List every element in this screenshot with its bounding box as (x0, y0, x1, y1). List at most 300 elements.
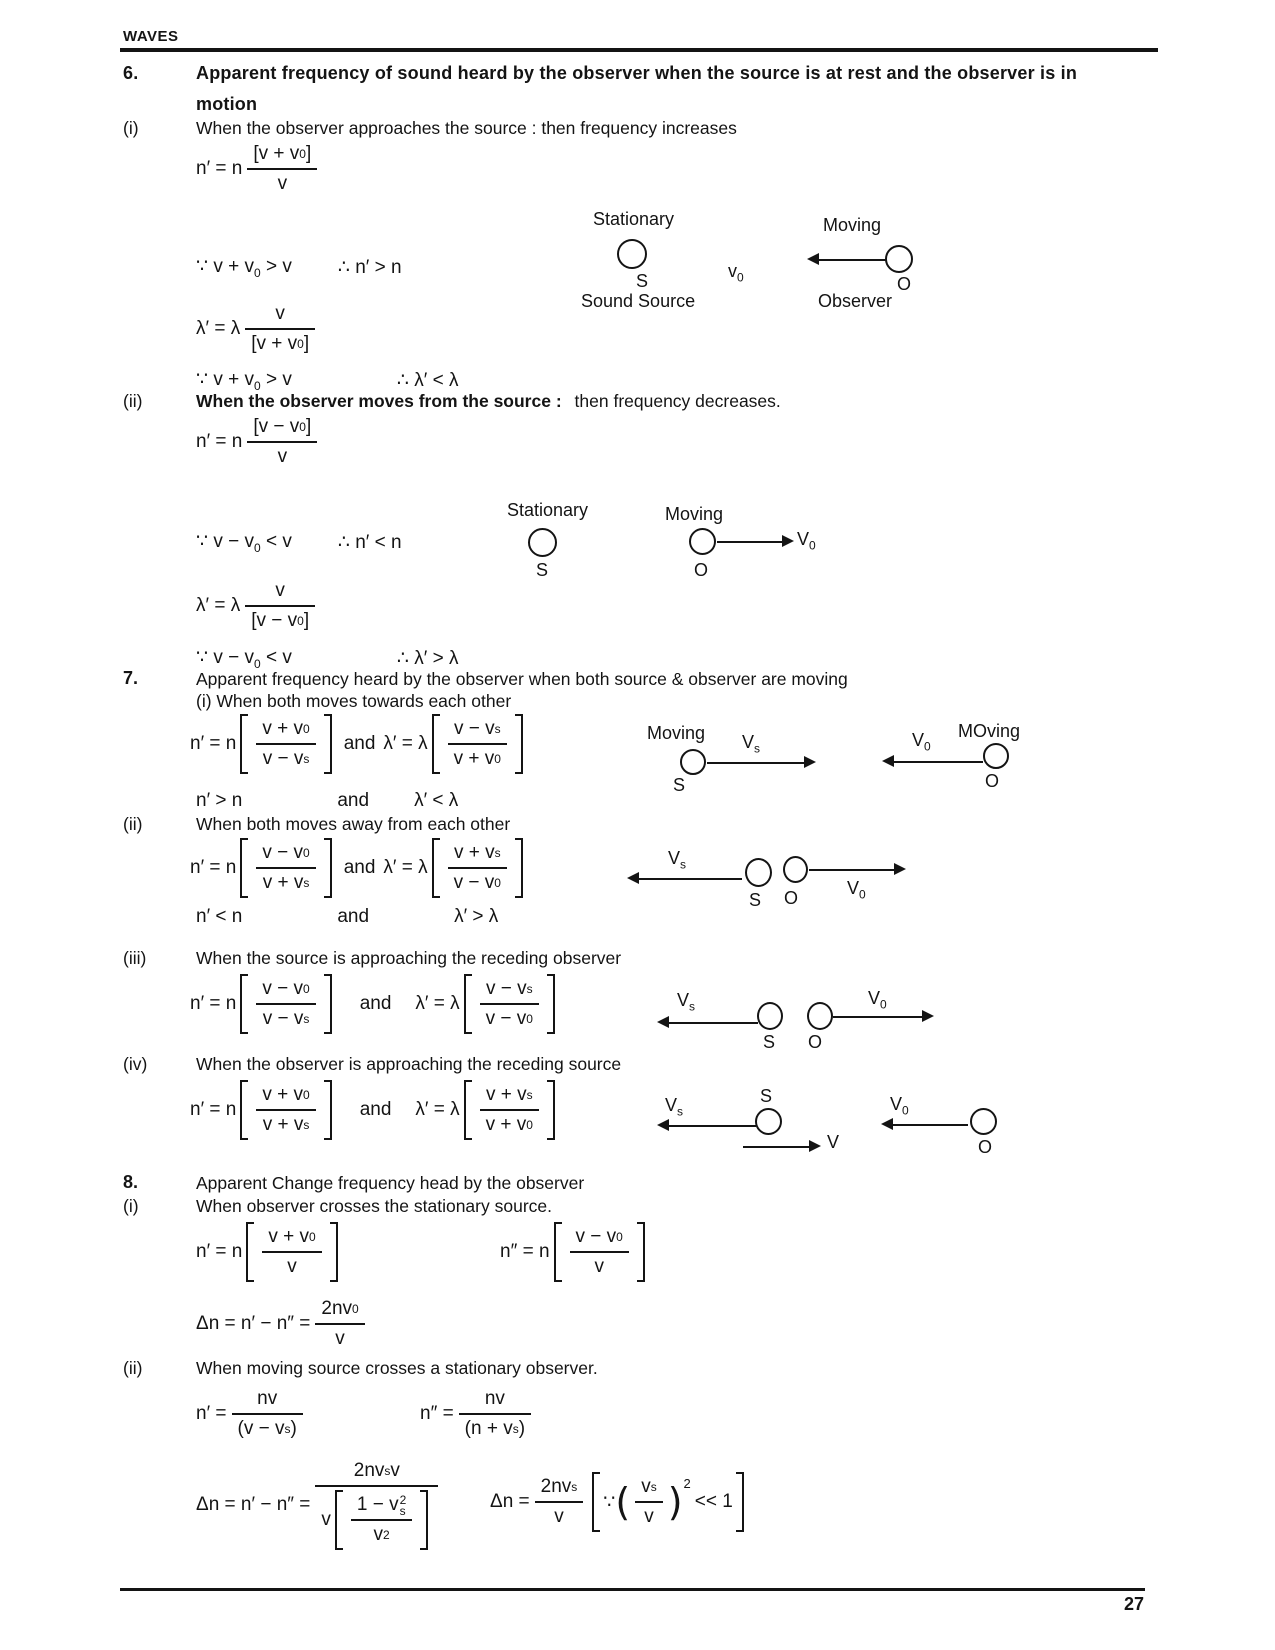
observer-speed-label (797, 529, 816, 553)
f12-den-close: ) (290, 1418, 297, 1439)
f10-num-text: v − v (575, 1226, 617, 1247)
c4-a-sub: 0 (254, 656, 261, 671)
f2-lhs: λ′ = λ (196, 318, 241, 339)
section6-title: Apparent frequency of sound heard by the observer when the source is at rest and the observer is in motion (196, 63, 1078, 114)
f3-num-text: [v − v (253, 416, 300, 437)
f14-in-den-text: v (373, 1524, 383, 1545)
f8-bracket-1 (240, 1080, 331, 1140)
formula-7iii (190, 974, 559, 1034)
moving-label: Moving (647, 723, 706, 743)
section6-number: 6. (123, 63, 139, 83)
f8-f2n: v + v (485, 1084, 527, 1105)
f8-bracket-2 (464, 1080, 555, 1140)
vs-main: V (742, 732, 755, 752)
f15-pd: v (644, 1506, 654, 1527)
source-circle (745, 858, 772, 887)
r6-c: λ′ > λ (454, 906, 499, 927)
f1-lhs: n′ = n (196, 158, 243, 179)
f6-fraction-2 (448, 842, 507, 894)
f5-bracket-2 (432, 714, 523, 774)
f7-f2d: v − v (485, 1008, 527, 1029)
f13-pre: n″ = (420, 1403, 454, 1424)
f10-fraction (570, 1226, 629, 1278)
f6-bracket-2 (432, 838, 523, 898)
section8-number: 8. (123, 1172, 139, 1192)
item-8ii-text: When moving source crosses a stationary observer. (196, 1358, 598, 1378)
source-velocity-arrow (658, 1119, 756, 1132)
c3-a-sub: 0 (254, 540, 261, 555)
source-circle (528, 528, 557, 557)
f14-inner-fraction (351, 1494, 412, 1546)
f8-f2ds: 0 (526, 1118, 533, 1132)
vs-sub: s (677, 1104, 684, 1119)
v0-main: V (890, 1094, 903, 1114)
f8-f2ns: s (526, 1088, 533, 1102)
observer-velocity-arrow (808, 253, 888, 266)
f15-den: v (554, 1506, 564, 1527)
f15-num (535, 1476, 584, 1501)
sound-velocity-arrow (743, 1140, 820, 1153)
f5-f1-num (256, 718, 315, 743)
observer-circle (983, 743, 1009, 769)
formula-8i-ndoubleprime (500, 1222, 649, 1282)
f14-den (315, 1487, 438, 1550)
f14-den-v: v (321, 1509, 331, 1530)
v0-main: V (797, 529, 810, 549)
r5-c: λ′ < λ (414, 790, 459, 811)
item-7i-text: (i) When both moves towards each other (196, 691, 512, 711)
f15-num-sub: s (571, 1480, 578, 1494)
condition-c3 (196, 530, 402, 555)
f7-f2ds: 0 (526, 1012, 533, 1026)
formula-f3 (196, 416, 322, 468)
vs-main: V (677, 990, 690, 1010)
vs-sub: s (754, 741, 761, 756)
f6-lambda: λ′ = λ (383, 857, 428, 878)
source-letter: S (673, 775, 686, 795)
v0-main: v (728, 261, 737, 281)
source-speed-label (668, 848, 686, 872)
observer-letter: O (784, 888, 799, 908)
formula-7i (190, 714, 527, 774)
f7-f1-num (256, 978, 315, 1003)
f5-fraction-1 (256, 718, 315, 770)
condition-c4 (196, 646, 458, 671)
formula-7iv (190, 1080, 559, 1140)
f2-den-sub: 0 (297, 337, 304, 351)
f1-num-text: [v + v (253, 143, 300, 164)
source-letter: S (760, 1086, 773, 1106)
observer-circle (885, 245, 913, 273)
f13-fraction (459, 1388, 531, 1440)
formula-delta-n-observer (196, 1298, 370, 1350)
formula-8ii-nprime (196, 1388, 308, 1440)
v0-main: V (912, 730, 925, 750)
r5-a: n′ > n (196, 790, 243, 811)
c1-because (196, 255, 292, 280)
f14-inner-num (351, 1494, 412, 1519)
f11-num (315, 1298, 364, 1323)
source-speed-label (677, 990, 695, 1014)
c2-a-sub: 0 (254, 378, 261, 393)
section7-number: 7. (123, 668, 139, 688)
f8-pre: n′ = n (190, 1099, 237, 1120)
moving-label: Moving (665, 504, 724, 524)
observer-circle (783, 856, 808, 883)
c3-because (196, 530, 292, 555)
f15-because: ∵ (603, 1491, 616, 1513)
f2-den-text: [v + v (251, 333, 298, 354)
item-6ii-label: (ii) (123, 391, 143, 411)
observer-speed-label (728, 261, 744, 285)
observer-velocity-arrow (809, 863, 905, 876)
formula-delta-n-source (196, 1460, 443, 1550)
observer-circle (970, 1108, 997, 1135)
f12-num: nv (257, 1388, 278, 1409)
formula-delta-n-approx (490, 1472, 748, 1532)
c3-a-tail: < v (260, 531, 292, 552)
f15-squared: 2 (683, 1476, 691, 1491)
c4-therefore: ∴ λ′ > λ (396, 647, 459, 669)
f12-den (232, 1415, 303, 1440)
f2-den-close: ] (303, 333, 310, 354)
f10-den: v (594, 1256, 604, 1277)
f6-and: and (343, 857, 376, 878)
v0-sub: 0 (737, 270, 744, 285)
c4-because (196, 646, 292, 671)
f9-pre: n′ = n (196, 1241, 243, 1262)
diagram-both-approaching (640, 718, 1030, 798)
f7-f2n: v − v (485, 978, 527, 999)
item-7iii-label: (iii) (123, 948, 147, 968)
c3-a: ∵ v − v (196, 531, 255, 552)
f5-bracket-1 (240, 714, 331, 774)
section7-title: Apparent frequency heard by the observer when both source & observer are moving (196, 669, 848, 689)
f7-f1n: v − v (262, 978, 304, 999)
source-speed-label (665, 1095, 683, 1119)
f6-f1-den (257, 869, 316, 894)
f4-numerator: v (275, 580, 285, 601)
r6-and: and (337, 906, 370, 927)
f10-bracket (554, 1222, 645, 1282)
section8-title: Apparent Change frequency head by the observer (196, 1173, 585, 1193)
observer-speed-label (868, 988, 887, 1012)
f13-num: nv (484, 1388, 505, 1409)
f11-pre: Δn = n′ − n″ = (196, 1313, 311, 1334)
f12-pre: n′ = (196, 1403, 227, 1424)
f6-f1ns: 0 (303, 846, 310, 860)
diagram-stationary-source-moving-observer (545, 203, 945, 315)
f15-pre: Δn = (490, 1491, 530, 1512)
observer-velocity-arrow (882, 1118, 968, 1131)
f2-denominator (245, 330, 315, 355)
c1-therefore: ∴ n′ > n (337, 256, 402, 278)
formula-f4 (196, 580, 320, 632)
f15-tail: << 1 (694, 1491, 733, 1512)
f6-f1d: v + v (262, 872, 304, 893)
f15-num-text: 2nv (540, 1476, 572, 1497)
f4-den-close: ] (303, 610, 310, 631)
f13-den (459, 1415, 531, 1440)
c2-because (196, 368, 292, 393)
f3-num-sub: 0 (299, 420, 306, 434)
item-8i-label: (i) (123, 1196, 139, 1216)
f3-fraction (247, 416, 317, 468)
f6-f2d: v − v (453, 872, 495, 893)
paren-left: ( (615, 1480, 631, 1524)
f1-num-close: ] (305, 143, 312, 164)
observer-velocity-arrow (833, 1010, 933, 1023)
f14-inner-bracket (335, 1490, 428, 1550)
source-circle (757, 1002, 783, 1030)
source-velocity-arrow (707, 756, 815, 769)
f14-fraction (315, 1460, 438, 1550)
f7-f1-den (257, 1005, 316, 1030)
c4-a: ∵ v − v (196, 647, 255, 668)
page-header: WAVES (123, 28, 179, 45)
f1-denominator: v (277, 173, 288, 194)
c2-therefore: ∴ λ′ < λ (396, 369, 459, 391)
f14-num-tail: v (390, 1460, 400, 1481)
f3-lhs: n′ = n (196, 431, 243, 452)
item-6ii-rest: then frequency decreases. (574, 391, 781, 411)
f9-bracket (246, 1222, 337, 1282)
f15-fraction (535, 1476, 584, 1528)
formula-f2 (196, 303, 320, 355)
f1-numerator (247, 143, 317, 168)
f8-fraction-2 (480, 1084, 539, 1136)
f7-f2-den (480, 1005, 539, 1030)
source-circle (617, 239, 647, 269)
f13-den-close: ) (518, 1418, 526, 1439)
f6-f2ns: s (494, 846, 501, 860)
c1-a: ∵ v + v (196, 256, 255, 277)
item-7ii-label: (ii) (123, 814, 143, 834)
diagram-observer-approaching-receding-source (640, 1085, 1025, 1165)
f14-in-den-sup: 2 (382, 1528, 390, 1542)
stationary-label: Stationary (593, 209, 675, 229)
f2-fraction (245, 303, 315, 355)
f6-f2-num (448, 842, 507, 867)
f5-f1d: v − v (262, 748, 304, 769)
r6-a: n′ < n (196, 906, 243, 927)
formula-f1 (196, 143, 322, 195)
vs-main: V (665, 1095, 678, 1115)
f5-f1n: v + v (262, 718, 304, 739)
f14-pre: Δn = n′ − n″ = (196, 1494, 311, 1515)
f7-bracket-2 (464, 974, 555, 1034)
f9-den: v (287, 1256, 297, 1277)
f6-f1n: v − v (262, 842, 304, 863)
f10-pre: n″ = n (500, 1241, 550, 1262)
f11-num-sub: 0 (352, 1302, 359, 1316)
f7-fraction-2 (480, 978, 539, 1030)
f14-num-sub: s (384, 1464, 391, 1478)
item-7iv-text: When the observer is approaching the receding source (196, 1054, 622, 1074)
c2-a-tail: > v (260, 369, 292, 390)
f6-f2n: v + v (453, 842, 495, 863)
f5-f2-den (448, 745, 507, 770)
f8-f2d: v + v (485, 1114, 527, 1135)
observer-letter: O (978, 1137, 993, 1157)
f15-pn-text: v (641, 1476, 651, 1497)
source-letter: S (536, 560, 549, 580)
f14-in-num-text: 1 − v (356, 1494, 399, 1515)
v0-main: V (868, 988, 881, 1008)
result-7i (196, 790, 458, 812)
item-7ii-text: When both moves away from each other (196, 814, 511, 834)
observer-label: Observer (818, 291, 893, 311)
v0-sub: 0 (924, 739, 931, 754)
formula-7ii (190, 838, 527, 898)
observer-circle (689, 528, 716, 555)
f5-f1ds: s (303, 752, 310, 766)
f4-den-text: [v − v (251, 610, 298, 631)
formula-8ii-ndoubleprime (420, 1388, 536, 1440)
f5-f2n: v − v (453, 718, 495, 739)
item-6i-label: (i) (123, 118, 139, 138)
f5-pre: n′ = n (190, 733, 237, 754)
sound-source-label: Sound Source (581, 291, 696, 311)
f5-f1ns: 0 (303, 722, 310, 736)
f6-bracket-1 (240, 838, 331, 898)
observer-speed-label (912, 730, 931, 754)
f7-f1ns: 0 (303, 982, 310, 996)
f3-num-close: ] (305, 416, 312, 437)
v0-sub: 0 (809, 538, 816, 553)
f9-num (262, 1226, 321, 1251)
observer-velocity-arrow (883, 755, 983, 768)
f8-f1ns: 0 (303, 1088, 310, 1102)
sound-speed-label: V (827, 1132, 840, 1152)
f8-f2-num (480, 1084, 539, 1109)
f3-numerator (247, 416, 317, 441)
f6-f2ds: 0 (494, 876, 501, 890)
f5-fraction-2 (448, 718, 507, 770)
observer-circle (807, 1002, 833, 1030)
f7-f1ds: s (303, 1012, 310, 1026)
diagram-both-receding (625, 848, 925, 913)
v0-main: V (847, 878, 860, 898)
f5-f2d: v + v (453, 748, 495, 769)
f10-num-sub: 0 (616, 1230, 623, 1244)
f15-paren-fraction (635, 1476, 663, 1528)
v0-sub: 0 (859, 887, 866, 902)
formula-8i-nprime (196, 1222, 342, 1282)
f6-pre: n′ = n (190, 857, 237, 878)
f7-and: and (359, 993, 392, 1014)
c2-a: ∵ v + v (196, 369, 255, 390)
f6-f1ds: s (303, 876, 310, 890)
f12-den-sub: s (284, 1422, 291, 1436)
source-letter: S (763, 1032, 776, 1052)
item-8ii-label: (ii) (123, 1358, 143, 1378)
f15-pn-sub: s (650, 1480, 657, 1494)
f7-lambda: λ′ = λ (415, 993, 460, 1014)
source-letter: S (636, 271, 649, 291)
f5-f1-den (257, 745, 316, 770)
f13-den-text: (n + v (464, 1418, 513, 1439)
f13-den-sub: s (512, 1422, 519, 1436)
item-6i-text: When the observer approaches the source : then frequency increases (196, 118, 737, 138)
f5-f2ds: 0 (494, 752, 501, 766)
f7-f2-num (480, 978, 539, 1003)
f9-fraction (262, 1226, 321, 1278)
vs-sub: s (680, 857, 687, 872)
f4-denominator (245, 607, 315, 632)
source-velocity-arrow (628, 872, 742, 885)
source-velocity-arrow (658, 1016, 758, 1029)
observer-velocity-arrow (717, 535, 793, 548)
f14-in-sup: 2 (399, 1493, 407, 1507)
observer-speed-label (890, 1094, 909, 1118)
f1-num-sub: 0 (299, 147, 306, 161)
f7-f1d: v − v (262, 1008, 304, 1029)
v0-sub: 0 (880, 997, 887, 1012)
f14-num (348, 1460, 406, 1485)
f7-bracket-1 (240, 974, 331, 1034)
f8-f1n: v + v (262, 1084, 304, 1105)
f7-fraction-1 (256, 978, 315, 1030)
f4-den-sub: 0 (297, 614, 304, 628)
item-6ii-heading (196, 391, 781, 412)
f8-fraction-1 (256, 1084, 315, 1136)
observer-speed-label (847, 878, 866, 902)
page-number: 27 (1123, 1594, 1144, 1614)
f11-num-text: 2nv (321, 1298, 353, 1319)
f8-lambda: λ′ = λ (415, 1099, 460, 1120)
source-speed-label (742, 732, 760, 756)
moving-label: Moving (823, 215, 882, 235)
diagram-source-approaching-receding-observer (640, 988, 950, 1056)
condition-c1 (196, 255, 402, 280)
observer-letter: O (985, 771, 1000, 791)
item-6ii-bold: When the observer moves from the source : (196, 391, 562, 411)
f9-num-text: v + v (268, 1226, 310, 1247)
f9-num-sub: 0 (309, 1230, 316, 1244)
f5-and: and (343, 733, 376, 754)
header-rule (120, 48, 1158, 52)
observer-letter: O (897, 274, 912, 294)
c1-a-sub: 0 (254, 265, 261, 280)
f15-condition (603, 1476, 733, 1528)
diagram-stationary-source-receding-observer (470, 498, 830, 588)
f6-f1-num (256, 842, 315, 867)
observer-letter: O (694, 560, 709, 580)
f10-num (570, 1226, 629, 1251)
v0-sub: 0 (902, 1103, 909, 1118)
f12-fraction (232, 1388, 303, 1440)
footer-rule (120, 1588, 1145, 1591)
source-circle (680, 749, 706, 775)
source-circle (755, 1108, 782, 1135)
f14-num-text: 2nv (353, 1460, 385, 1481)
vs-main: V (668, 848, 681, 868)
condition-c2 (196, 368, 458, 393)
f5-f2ns: s (494, 722, 501, 736)
stationary-label: Stationary (507, 500, 589, 520)
c4-a-tail: < v (260, 647, 292, 668)
f8-f1-den (257, 1111, 316, 1136)
f8-f2-den (480, 1111, 539, 1136)
f11-fraction (315, 1298, 364, 1350)
f14-inner-den (367, 1521, 395, 1546)
f11-den: v (335, 1328, 345, 1349)
f7-pre: n′ = n (190, 993, 237, 1014)
c3-therefore: ∴ n′ < n (337, 531, 402, 553)
r5-and: and (337, 790, 370, 811)
f6-fraction-1 (256, 842, 315, 894)
